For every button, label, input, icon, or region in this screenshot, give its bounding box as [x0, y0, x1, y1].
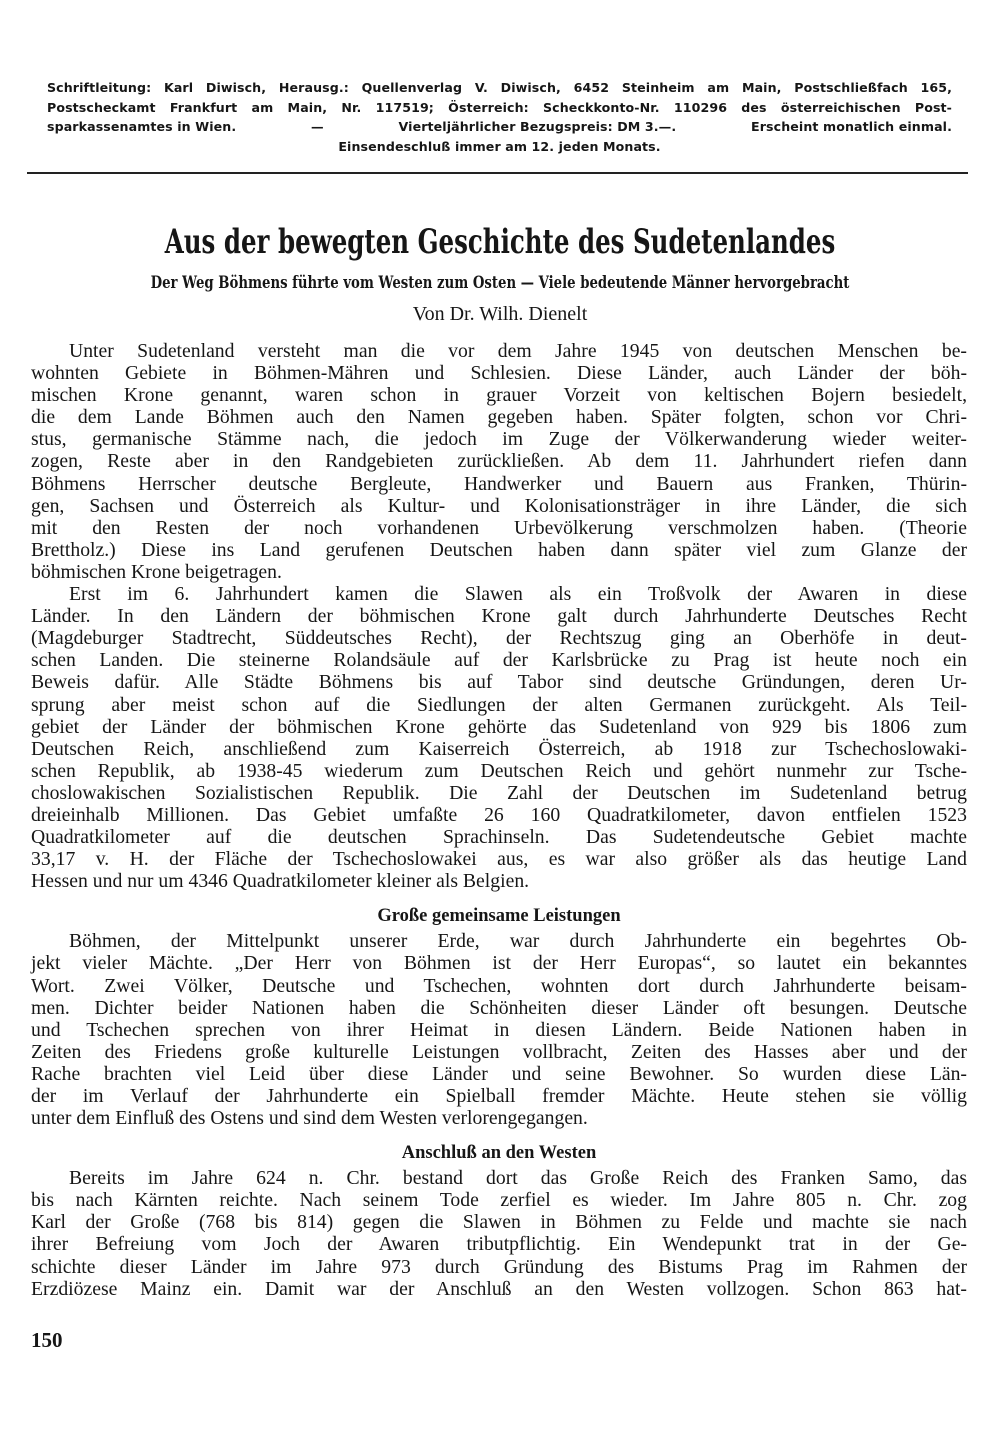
text-line: Unter Sudetenland versteht man die vor dem Jahre 1945 von deutschen Menschen be- [69, 340, 967, 362]
text-line: die dem Lande Böhmen auch den Namen gegeben haben. Später folgten, schon vor Chri- [31, 406, 967, 429]
paragraph-4 [31, 1167, 967, 1300]
text-line: Beweis dafür. Alle Städte Böhmens bis auf Tabor sind deutsche Gründungen, deren Ur- [31, 671, 967, 694]
masthead-line-1: Schriftleitung: Karl Diwisch, Herausg.: Quellenverlag V. Diwisch, 6452 Steinheim am Main, Postschließfach 165, [47, 80, 952, 95]
text-line: dreieinhalb Millionen. Das Gebiet umfaßte 26 160 Quadratkilometer, davon entfielen 1523 [31, 803, 967, 826]
text-line: schen Republik, ab 1938-45 wiederum zum Deutschen Reich und gehört nunmehr zur Tsche- [31, 759, 967, 782]
text-line: schichte dieser Länder im Jahre 973 durch Gründung des Bistums Prag im Rahmen der [31, 1255, 967, 1278]
masthead-line-3-part-b: — [311, 119, 324, 134]
text-line: (Magdeburger Stadtrecht, Süddeutsches Recht), der Rechtszug ging an Oberhöfe in deut- [31, 627, 967, 650]
section-heading-leistungen: Große gemeinsame Leistungen [377, 906, 621, 927]
text-line: gen, Sachsen und Österreich als Kultur- und Kolonisationsträger in ihre Länder, die sich [31, 494, 967, 517]
article-title: Aus der bewegten Geschichte des Sudetenlandes [164, 222, 836, 262]
masthead-line-3-part-d: Erscheint monatlich einmal. [751, 119, 952, 134]
text-line: und Tschechen sprechen von ihrer Heimat in diesen Ländern. Beide Nationen haben in [31, 1018, 967, 1041]
masthead [47, 78, 952, 156]
masthead-line-2: Postscheckamt Frankfurt am Main, Nr. 117519; Österreich: Scheckkonto-Nr. 110296 des österreichischen Post- [47, 99, 952, 115]
text-line: schen Landen. Die steinerne Rolandsäule auf der Karlsbrücke zu Prag ist heute noch ein [31, 649, 967, 672]
article-subtitle: Der Weg Böhmens führte vom Westen zum Osten — Viele bedeutende Männer hervorgebracht [150, 273, 850, 293]
text-line: Brettholz.) Diese ins Land gerufenen Deutschen haben dann später viel zum Glanze der [31, 538, 967, 561]
horizontal-rule [27, 172, 968, 174]
text-line: böhmischen Krone beigetragen. [31, 560, 282, 583]
text-line: choslowakischen Sozialistischen Republik. Die Zahl der Deutschen im Sudetenland betrug [31, 781, 967, 804]
text-line: bis nach Kärnten reichte. Nach seinem Tode zerfiel es wieder. Im Jahre 805 n. Chr. zog [31, 1189, 967, 1212]
masthead-line-3 [47, 117, 952, 137]
text-line: unter dem Einfluß des Ostens und sind dem Westen verlorengegangen. [31, 1107, 588, 1130]
text-line: men. Dichter beider Nationen haben die Schönheiten dieser Länder oft besungen. Deutsche [31, 996, 967, 1019]
text-line: mischen Krone genannt, waren schon in grauer Vorzeit von keltischen Bojern besiedelt, [31, 384, 967, 407]
text-line: gebiet der Länder der böhmischen Krone gehörte das Sudetenland von 929 bis 1806 zum [31, 715, 967, 738]
article-byline: Von Dr. Wilh. Dienelt [412, 303, 588, 325]
text-line: Böhmens Herrscher deutsche Bergleute, Handwerker und Bauern aus Franken, Thürin- [31, 472, 967, 495]
text-line: ihrer Befreiung vom Joch der Awaren tributpflichtig. Ein Wendepunkt trat in der Ge- [31, 1233, 967, 1256]
text-line: Quadratkilometer auf die deutschen Sprachinseln. Das Sudetendeutsche Gebiet machte [31, 826, 967, 849]
text-line: jekt vieler Mächte. „Der Herr von Böhmen ist der Herr Europas“, so lautet ein bekanntes [31, 952, 967, 975]
text-line: Karl der Große (768 bis 814) gegen die Slawen in Böhmen zu Felde und machte sie nach [31, 1211, 967, 1234]
text-line: Deutschen Reich, anschließend zum Kaiserreich Österreich, ab 1918 zur Tschechoslowaki- [31, 737, 967, 760]
text-line: Bereits im Jahre 624 n. Chr. bestand dort das Große Reich des Franken Samo, das [69, 1167, 967, 1190]
masthead-line-4: Einsendeschluß immer am 12. jeden Monats. [338, 138, 661, 154]
text-line: Rache brachten viel Leid über diese Länder und seine Bewohner. So wurden diese Län- [31, 1062, 967, 1085]
section-heading-anschluss: Anschluß an den Westen [401, 1143, 597, 1164]
text-line: sprung aber meist schon auf die Siedlungen der alten Germanen zurückgeht. Als Teil- [31, 693, 967, 716]
paragraph-3 [31, 930, 967, 1129]
article-body [31, 340, 967, 1300]
text-line: Erzdiözese Mainz ein. Damit war der Anschluß an den Westen vollzogen. Schon 863 hat- [31, 1277, 967, 1300]
text-line: 33,17 v. H. der Fläche der Tschechoslowakei aus, es war also größer als das heutige Land [31, 848, 967, 871]
page-number: 150 [31, 1328, 63, 1352]
paragraph-2 [31, 583, 967, 892]
text-line: stus, germanische Stämme nach, die jedoch im Zuge der Völkerwanderung wieder weiter- [31, 428, 967, 451]
text-line: wohnten Gebiete in Böhmen-Mähren und Schlesien. Diese Länder, auch Länder der böh- [31, 362, 967, 385]
text-line: Hessen und nur um 4346 Quadratkilometer kleiner als Belgien. [31, 870, 530, 893]
text-line: Böhmen, der Mittelpunkt unserer Erde, war durch Jahrhunderte ein begehrtes Ob- [69, 930, 967, 953]
text-line: der im Verlauf der Jahrhunderte ein Spielball fremder Mächte. Heute stehen sie völlig [31, 1085, 967, 1107]
text-line: Zeiten des Friedens große kulturelle Leistungen vollbracht, Zeiten des Hasses aber und der [31, 1040, 967, 1063]
text-line: Erst im 6. Jahrhundert kamen die Slawen als ein Troßvolk der Awaren in diese [69, 583, 967, 606]
masthead-line-3-part-c: Vierteljährlicher Bezugspreis: DM 3.—. [398, 119, 677, 134]
text-line: Länder. In den Ländern der böhmischen Krone galt durch Jahrhunderte Deutsches Recht [31, 605, 967, 628]
masthead-line-3-part-a: sparkassenamtes in Wien. [47, 119, 237, 134]
paragraph-1 [31, 340, 967, 583]
text-line: Wort. Zwei Völker, Deutsche und Tschechen, wohnten dort durch Jahrhunderte beisam- [31, 974, 967, 997]
text-line: mit den Resten der noch vorhandenen Urbevölkerung verschmolzen haben. (Theorie [31, 516, 967, 539]
text-line: zogen, Reste aber in den Randgebieten zurückließen. Ab dem 11. Jahrhundert riefen dann [31, 450, 967, 473]
